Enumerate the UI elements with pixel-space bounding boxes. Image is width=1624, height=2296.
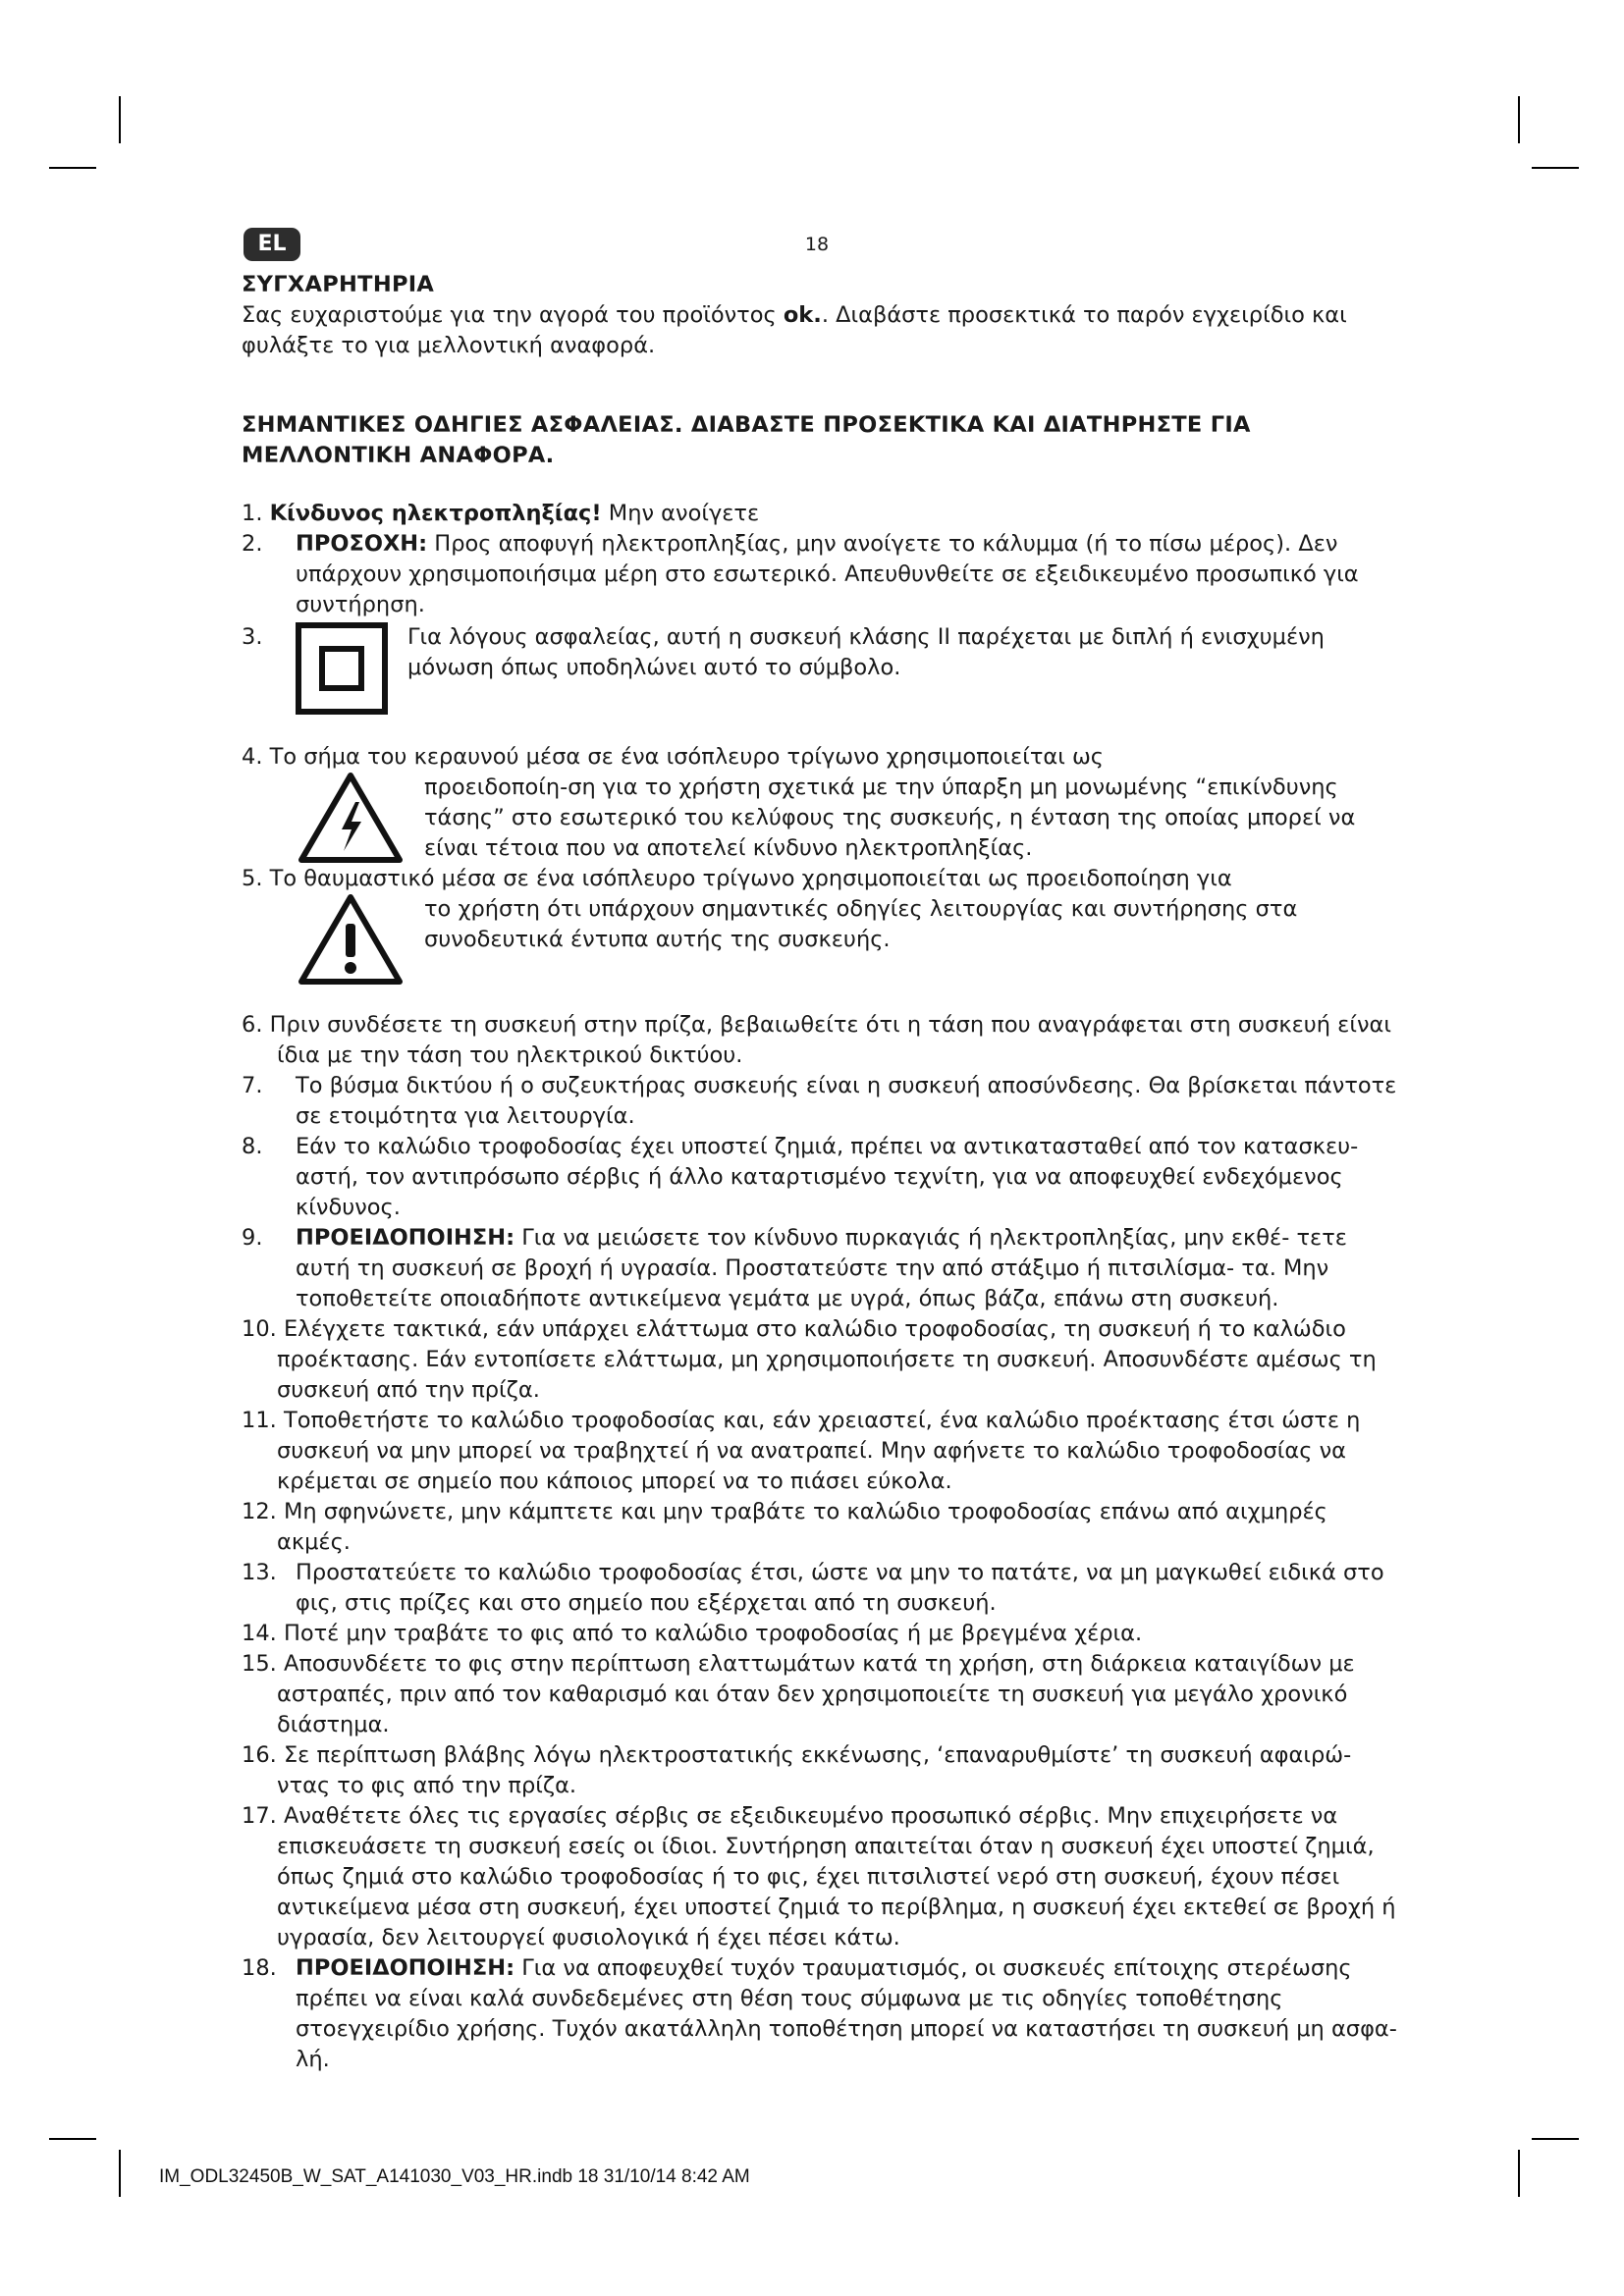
item-number: 10. (242, 1316, 277, 1342)
safety-item-3 (242, 622, 1400, 715)
item-lead: Το σήμα του κεραυνού μέσα σε ένα ισόπλευρο τρίγωνο χρησιμοποιείται ως (269, 744, 1105, 770)
item-text: Προστατεύετε το καλώδιο τροφοδοσίας έτσι, ώστε να μην το πατάτε, να μη μαγκωθεί ειδικά στο φις, στις πρίζες και στο σημείο που εξέρχεται από τη συσκευή. (296, 1560, 1384, 1616)
item-number: 13. (242, 1560, 277, 1585)
item-number: 2. (242, 531, 263, 557)
crop-mark (119, 2150, 121, 2197)
item-text: Για λόγους ασφαλείας, αυτή η συσκευή κλάσης II παρέχεται με διπλή ή ενισχυμένη μόνωση όπως υποδηλώνει αυτό το σύμβολο. (407, 624, 1325, 680)
safety-item-9 (242, 1223, 1400, 1314)
item-text: Αποσυνδέετε το φις στην περίπτωση ελαττωμάτων κατά τη χρήση, στη διάρκεια καταιγίδων με αστραπές, πριν από τον καθαρισμό και όταν δεν χρησιμοποιείτε τη συσκευή για μεγάλο χρονικό διάστημα. (277, 1651, 1355, 1737)
item-number: 1. (242, 501, 263, 526)
item-number: 14. (242, 1621, 277, 1646)
brand-name: ok. (783, 302, 822, 328)
safety-item-4 (242, 742, 1400, 864)
double-insulation-icon (296, 622, 388, 715)
item-number: 12. (242, 1499, 277, 1524)
item-text: Για να αποφευχθεί τυχόν τραυματισμός, οι συσκευές επίτοιχης στερέωσης πρέπει να είναι καλά συνδεδεμένες στη θέση τους σύμφωνα με τις οδηγίες τοποθέτησης στοεγχειρίδιο χρήσης. Τυχόν ακατάλληλη τοποθέτηση μπορεί να καταστήσει τη συσκευή μη ασφα- λή. (296, 1955, 1397, 2072)
safety-item-5 (242, 864, 1400, 985)
item-text: Για να μειώσετε τον κίνδυνο πυρκαγιάς ή ηλεκτροπληξίας, μην εκθέ- τετε αυτή τη συσκευή σε βροχή ή υγρασία. Προστατεύστε την από στάξιμο ή πιτσιλίσμα- τα. Μην τοποθετείτε οποιαδήποτε αντικείμενα γεμάτα με υγρά, όπως βάζα, επάνω στη συσκευή. (296, 1225, 1347, 1311)
item-number: 5. (242, 866, 263, 891)
document-body (242, 270, 1400, 2075)
crop-mark (49, 167, 96, 169)
item-text: Ελέγχετε τακτικά, εάν υπάρχει ελάττωμα στο καλώδιο τροφοδοσίας, τη συσκευή ή το καλώδιο προέκτασης. Εάν εντοπίσετε ελάττωμα, μη χρησιμοποιήσετε τη συσκευή. Αποσυνδέστε αμέσως τη συσκευή από την πρίζα. (277, 1316, 1377, 1403)
exclamation-triangle-icon (298, 894, 403, 985)
item-number: 7. (242, 1073, 263, 1098)
item-number: 4. (242, 744, 263, 770)
item-text: Αναθέτετε όλες τις εργασίες σέρβις σε εξειδικευμένο προσωπικό σέρβις. Μην επιχειρήσετε να επισκευάσετε τη συσκευή εσείς οι ίδιοι. Συντήρηση απαιτείται όταν η συσκευή έχει υποστεί ζημιά, όπως ζημιά στο καλώδιο τροφοδοσίας ή το φις, έχει πιτσιλιστεί νερό στη συσκευή, έχουν πέσει αντικείμενα μέσα στη συσκευή, έχει υποστεί ζημιά το περίβλημα, η συσκευή έχει εκτεθεί σε βροχή ή υγρασία, δεν λειτουργεί φυσιολογικά ή έχει πέσει κάτω. (277, 1803, 1396, 1950)
item-text: Το βύσμα δικτύου ή ο συζευκτήρας συσκευής είναι η συσκευή αποσύνδεσης. Θα βρίσκεται πάντοτε σε ετοιμότητα για λειτουργία. (296, 1073, 1397, 1129)
item-text: Μη σφηνώνετε, μην κάμπτετε και μην τραβάτε το καλώδιο τροφοδοσίας επάνω από αιχμηρές ακμές. (277, 1499, 1327, 1555)
safety-item-17 (242, 1801, 1400, 1953)
item-text: το χρήστη ότι υπάρχουν σημαντικές οδηγίες λειτουργίας και συντήρησης στα συνοδευτικά έντυπα αυτής της συσκευής. (424, 896, 1298, 952)
item-number: 16. (242, 1742, 277, 1768)
print-footer: IM_ODL32450B_W_SAT_A141030_V03_HR.indb 18 31/10/14 8:42 AM (159, 2166, 750, 2187)
item-bold: ΠΡΟΕΙΔΟΠΟΙΗΣΗ: (296, 1225, 515, 1251)
safety-item-12 (242, 1497, 1400, 1558)
item-bold: ΠΡΟΣΟΧΗ: (296, 531, 428, 557)
item-text: Εάν το καλώδιο τροφοδοσίας έχει υποστεί ζημιά, πρέπει να αντικατασταθεί από τον κατασκευ-αστή, τον αντιπρόσωπο σέρβις ή άλλο καταρτισμένο τεχνίτη, για να αποφευχθεί ενδεχόμενος κίνδυνος. (296, 1134, 1359, 1220)
safety-title: ΣΗΜΑΝΤΙΚΕΣ ΟΔΗΓΙΕΣ ΑΣΦΑΛΕΙΑΣ. ΔΙΑΒΑΣΤΕ ΠΡΟΣΕΚΤΙΚΑ ΚΑΙ ΔΙΑΤΗΡΗΣΤΕ ΓΙΑ ΜΕΛΛΟΝΤΙΚΗ ΑΝΑΦΟΡΑ. (242, 412, 1251, 468)
item-number: 11. (242, 1408, 277, 1433)
page-number: 18 (804, 234, 830, 255)
safety-item-6 (242, 1010, 1400, 1071)
item-number: 18. (242, 1955, 277, 1981)
item-text: Πριν συνδέσετε τη συσκευή στην πρίζα, βεβαιωθείτε ότι η τάση που αναγράφεται στη συσκευή είναι ίδια με την τάση του ηλεκτρικού δικτύου. (269, 1012, 1391, 1068)
safety-item-14 (242, 1619, 1400, 1649)
crop-mark (1518, 96, 1520, 143)
safety-item-2 (242, 529, 1400, 620)
crop-mark (1518, 2150, 1520, 2197)
item-number: 6. (242, 1012, 263, 1038)
item-text: Προς αποφυγή ηλεκτροπληξίας, μην ανοίγετε το κάλυμμα (ή το πίσω μέρος). Δεν υπάρχουν χρησιμοποιήσιμα μέρη στο εσωτερικό. Απευθυνθείτε σε εξειδικευμένο προσωπικό για συντήρηση. (296, 531, 1359, 617)
safety-items-list (242, 1010, 1400, 2075)
congrats-title: ΣΥΓΧΑΡΗΤΗΡΙΑ (242, 272, 435, 297)
crop-mark (1532, 167, 1579, 169)
crop-mark (49, 2138, 96, 2140)
safety-item-18 (242, 1953, 1400, 2075)
item-number: 8. (242, 1134, 263, 1159)
safety-item-15 (242, 1649, 1400, 1740)
item-number: 15. (242, 1651, 277, 1677)
crop-mark (1532, 2138, 1579, 2140)
item-number: 3. (242, 624, 263, 650)
congrats-text-before: Σας ευχαριστούμε για την αγορά του προϊόντος (242, 302, 784, 328)
item-text: Μην ανοίγετε (601, 501, 760, 526)
item-bold: ΠΡΟΕΙΔΟΠΟΙΗΣΗ: (296, 1955, 515, 1981)
item-bold: Κίνδυνος ηλεκτροπληξίας! (269, 501, 602, 526)
crop-mark (119, 96, 121, 143)
item-lead: Το θαυμαστικό μέσα σε ένα ισόπλευρο τρίγωνο χρησιμοποιείται ως προειδοποίηση για (269, 866, 1232, 891)
congrats-text-after: . Διαβάστε προσεκτικά το παρόν εγχειρίδιο και φυλάξτε το για μελλοντική αναφορά. (242, 302, 1347, 358)
item-number: 17. (242, 1803, 277, 1829)
item-text: Τοποθετήστε το καλώδιο τροφοδοσίας και, εάν χρειαστεί, ένα καλώδιο προέκτασης έτσι ώστε η συσκευή να μην μπορεί να τραβηχτεί ή να ανατραπεί. Μην αφήνετε το καλώδιο τροφοδοσίας να κρέμεται σε σημείο που κάποιος μπορεί να το πιάσει εύκολα. (277, 1408, 1361, 1494)
safety-item-11 (242, 1406, 1400, 1497)
safety-item-16 (242, 1740, 1400, 1801)
safety-item-1 (242, 499, 1400, 529)
item-number: 9. (242, 1225, 263, 1251)
item-text: προειδοποίη-ση για το χρήστη σχετικά με την ύπαρξη μη μονωμένης “επικίνδυνης τάσης” στο εσωτερικό του κελύφους της συσκευής, η ένταση της οποίας μπορεί να είναι τέτοια που να αποτελεί κίνδυνο ηλεκτροπληξίας. (424, 774, 1356, 861)
safety-item-8 (242, 1132, 1400, 1223)
congrats-text (242, 300, 1400, 361)
safety-item-10 (242, 1314, 1400, 1406)
lightning-triangle-icon (298, 773, 403, 863)
language-badge: EL (244, 228, 300, 261)
safety-item-13 (242, 1558, 1400, 1619)
safety-item-7 (242, 1071, 1400, 1132)
item-text: Ποτέ μην τραβάτε το φις από το καλώδιο τροφοδοσίας ή με βρεγμένα χέρια. (283, 1621, 1143, 1646)
item-text: Σε περίπτωση βλάβης λόγω ηλεκτροστατικής εκκένωσης, ‘επαναρυθμίστε’ τη συσκευή αφαιρώ- ντας το φις από την πρίζα. (277, 1742, 1352, 1798)
